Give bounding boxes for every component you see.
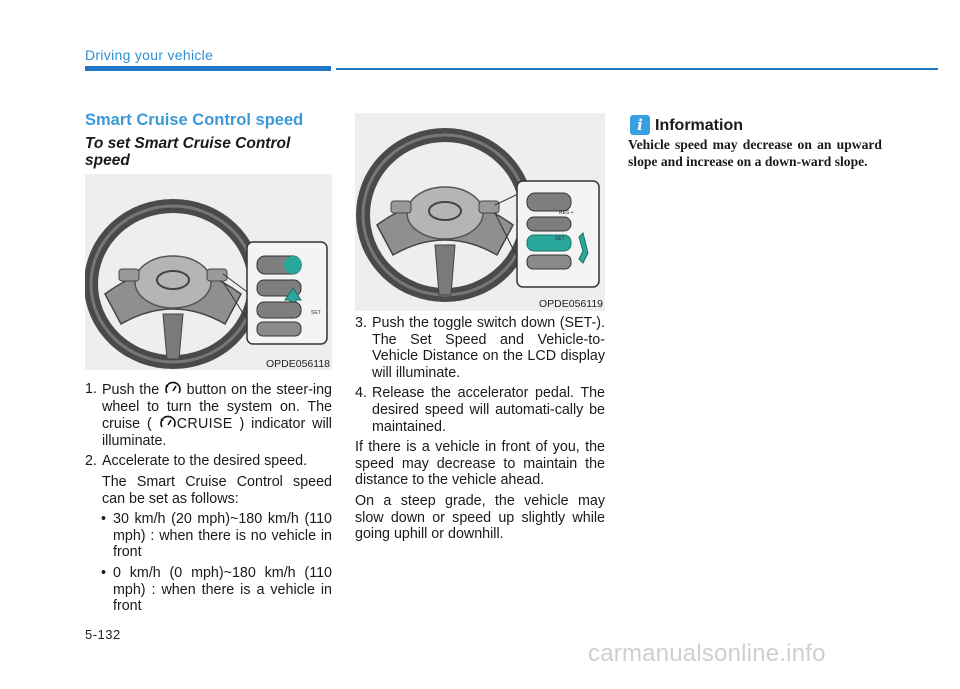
cruise-indicator-label: CRUISE	[176, 416, 233, 433]
info-icon: i	[630, 115, 650, 135]
figure-code-1: OPDE056118	[266, 358, 331, 370]
panel-res-label: RES +	[559, 210, 574, 216]
page-number: 5-132	[85, 627, 121, 642]
header-rule-thin	[336, 68, 938, 70]
step-4: 4. Release the accelerator pedal. The desired speed will automati-cally be maintained.	[355, 385, 605, 435]
note-vehicle-ahead: If there is a vehicle in front of you, the speed may decrease to maintain the distance to the vehicle ahead.	[355, 439, 605, 489]
watermark: carmanualsonline.info	[588, 640, 826, 667]
figure-steering-wheel-2	[355, 113, 605, 311]
info-title: Information	[655, 117, 743, 134]
figure-steering-wheel-1	[85, 174, 332, 370]
left-body	[85, 381, 332, 615]
cruise-button-icon	[164, 381, 182, 397]
note-steep-grade: On a steep grade, the vehicle may slow down or speed up slightly while going uphill or downhill.	[355, 492, 605, 543]
speed-range-bullet-1: • 30 km/h (20 mph)~180 km/h (110 mph) : when there is no vehicle in front	[101, 511, 332, 561]
panel-set-label: SET	[311, 310, 321, 316]
section-title: Smart Cruise Control speed	[85, 111, 304, 129]
panel-set-minus-label: SET -	[555, 236, 568, 242]
header-rule-thick	[85, 66, 331, 71]
steering-wheel-illustration	[85, 174, 332, 370]
speed-range-bullet-2: • 0 km/h (0 mph)~180 km/h (110 mph) : when there is a vehicle in front	[101, 564, 332, 615]
steering-wheel-illustration-2	[355, 113, 605, 311]
section-header: Driving your vehicle	[85, 47, 214, 63]
figure-code-2: OPDE056119	[539, 298, 604, 310]
step-1: 1. Push the button on the steer-ing wheel to turn the system on. The cruise ( CRUISE ) indicator will illuminate.	[85, 381, 332, 449]
step-3: 3. Push the toggle switch down (SET-). The Set Speed and Vehicle-to-Vehicle Distance on the LCD display will illuminate.	[355, 315, 605, 381]
info-text: Vehicle speed may decrease on an upward slope and increase on a down-ward slope.	[628, 137, 882, 169]
subsection-title: To set Smart Cruise Control speed	[85, 135, 291, 169]
step-2: 2. Accelerate to the desired speed.	[85, 453, 308, 470]
step-2-note: The Smart Cruise Control speed can be set as follows:	[102, 473, 332, 507]
middle-body	[355, 315, 605, 543]
cruise-indicator-icon	[159, 415, 177, 431]
